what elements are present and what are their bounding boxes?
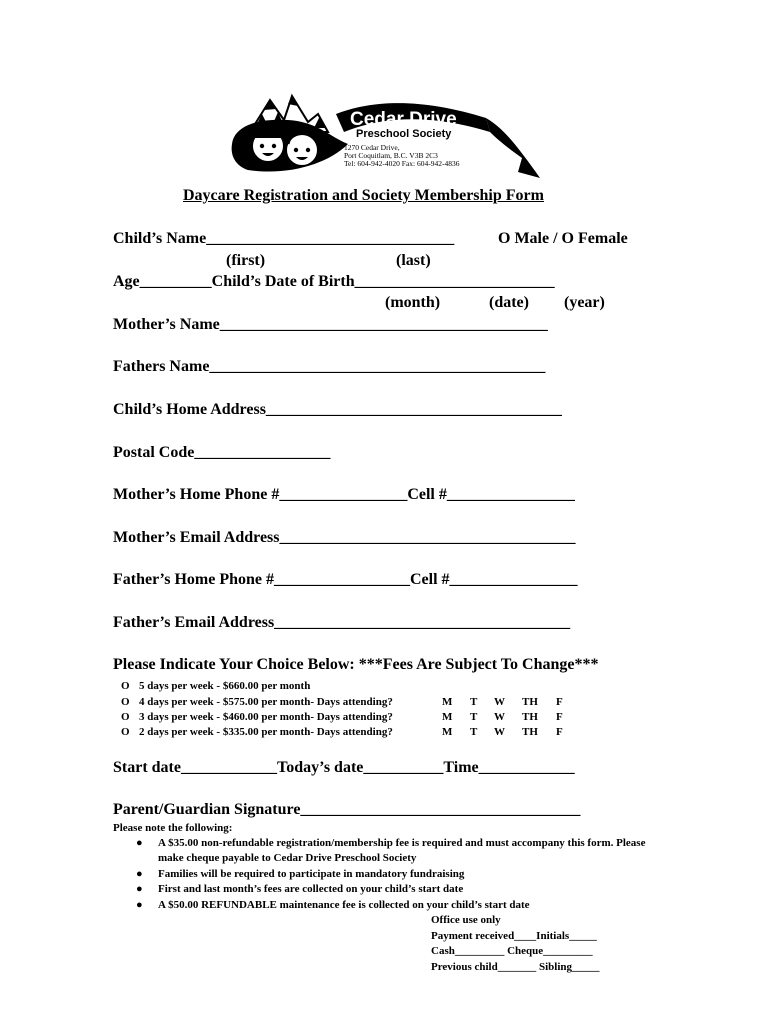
option-radio[interactable]: O [121, 680, 130, 692]
day-m[interactable]: M [442, 711, 453, 723]
mother-phone-field[interactable]: Mother’s Home Phone #________________Cell #________________ [113, 486, 575, 503]
day-w[interactable]: W [494, 726, 505, 738]
option-text: 2 days per week - $335.00 per month- Days attending? [139, 726, 393, 738]
option-text: 5 days per week - $660.00 per month [139, 680, 311, 692]
start-date-field[interactable]: Start date____________Today’s date__________Time____________ [113, 759, 575, 776]
day-th[interactable]: TH [522, 696, 538, 708]
child-name-field[interactable]: Child’s Name_______________________________ [113, 230, 455, 247]
note-text: First and last month’s fees are collected on your child’s start date [158, 883, 464, 895]
option-text: 3 days per week - $460.00 per month- Days attending? [139, 711, 393, 723]
day-f[interactable]: F [556, 696, 563, 708]
option-radio[interactable]: O [121, 726, 130, 738]
office-use-heading: Office use only [431, 914, 501, 926]
option-text: 4 days per week - $575.00 per month- Days attending? [139, 696, 393, 708]
day-t[interactable]: T [470, 726, 478, 738]
office-cash-line[interactable]: Cash_________ Cheque_________ [431, 945, 593, 957]
choice-heading: Please Indicate Your Choice Below: ***Fees Are Subject To Change*** [113, 656, 599, 673]
father-phone-field[interactable]: Father’s Home Phone #_________________Cell #________________ [113, 571, 578, 588]
label-year: (year) [564, 294, 605, 311]
office-payment-line[interactable]: Payment received____Initials_____ [431, 930, 597, 942]
note-text: A $50.00 REFUNDABLE maintenance fee is collected on your child’s start date [158, 899, 530, 911]
bullet-icon: ● [136, 868, 143, 880]
signature-field[interactable]: Parent/Guardian Signature___________________________________ [113, 801, 581, 818]
bullet-icon: ● [136, 837, 143, 849]
gender-choice[interactable]: O Male / O Female [498, 230, 628, 247]
bullet-icon: ● [136, 899, 143, 911]
office-previous-child-line[interactable]: Previous child_______ Sibling_____ [431, 961, 600, 973]
home-address-field[interactable]: Child’s Home Address_____________________________________ [113, 401, 562, 418]
mother-name-field[interactable]: Mother’s Name_________________________________________ [113, 316, 548, 333]
label-first: (first) [226, 252, 266, 269]
bullet-icon: ● [136, 883, 143, 895]
day-t[interactable]: T [470, 696, 478, 708]
notes-heading: Please note the following: [113, 822, 233, 834]
father-email-field[interactable]: Father’s Email Address_____________________________________ [113, 614, 571, 631]
note-text: Families will be required to participate in mandatory fundraising [158, 868, 465, 880]
age-dob-field[interactable]: Age_________Child’s Date of Birth_________________________ [113, 273, 555, 290]
note-text: A $35.00 non-refundable registration/membership fee is required and must accompany this form. Please make cheque payable to Cedar Drive Preschool Society [158, 837, 646, 864]
day-f[interactable]: F [556, 726, 563, 738]
postal-code-field[interactable]: Postal Code_________________ [113, 444, 331, 461]
day-t[interactable]: T [470, 711, 478, 723]
label-month: (month) [385, 294, 441, 311]
day-m[interactable]: M [442, 696, 453, 708]
logo-address-1: 1270 Cedar Drive, [344, 143, 400, 152]
form-title: Daycare Registration and Society Membership Form [183, 187, 544, 204]
option-radio[interactable]: O [121, 711, 130, 723]
day-w[interactable]: W [494, 711, 505, 723]
option-radio[interactable]: O [121, 696, 130, 708]
cedar-drive-logo [228, 92, 542, 182]
day-th[interactable]: TH [522, 711, 538, 723]
mother-email-field[interactable]: Mother’s Email Address_____________________________________ [113, 529, 576, 546]
logo-address-2: Port Coquitlam, B.C. V3B 2C3 [344, 151, 438, 160]
day-m[interactable]: M [442, 726, 453, 738]
label-date: (date) [489, 294, 529, 311]
father-name-field[interactable]: Fathers Name__________________________________________ [113, 358, 546, 375]
day-th[interactable]: TH [522, 726, 538, 738]
label-last: (last) [396, 252, 431, 269]
logo-org-name: Cedar Drive [350, 109, 457, 130]
logo-org-subtitle: Preschool Society [356, 128, 452, 140]
day-f[interactable]: F [556, 711, 563, 723]
day-w[interactable]: W [494, 696, 505, 708]
logo-phone: Tel: 604-942-4020 Fax: 604-942-4836 [344, 159, 460, 168]
